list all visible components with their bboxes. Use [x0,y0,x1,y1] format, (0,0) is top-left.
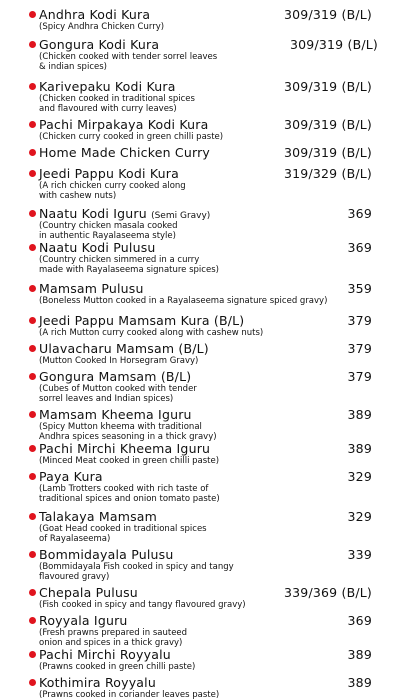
menu-item-description [39,132,223,142]
menu-item-name [39,509,157,524]
menu-item-name [39,407,192,422]
menu-item-title: Gongura Mamsam (B/L) [39,369,192,384]
bullet-icon [29,513,36,520]
menu-item-title: Talakaya Mamsam [39,509,158,524]
description-line: (Goat Head cooked in traditional spices [39,524,207,534]
description-line: (Chicken curry cooked in green chilli paste) [39,132,224,142]
menu-item-description [39,456,219,466]
description-line: (Prawns cooked in green chilli paste) [39,662,196,672]
description-line: (Country chicken masala cooked [39,221,178,231]
menu-item-title: Kothimira Royyalu [39,675,156,690]
menu-item-description [39,662,195,672]
menu-item-description [39,422,217,442]
menu-item-description [39,524,207,544]
bullet-icon [29,285,36,292]
menu-item-title: Chepala Pulusu [39,585,138,600]
menu-item-title: Naatu Kodi Pulusu [39,240,156,255]
menu-item-name [39,647,171,662]
description-line: (Country chicken simmered in a curry [39,255,200,265]
description-line: (Mutton Cooked In Horsegram Gravy) [39,356,199,366]
menu-item-name [39,281,144,296]
menu-item-description [39,484,220,504]
description-line: (Bommidayala Fish cooked in spicy and tangy [39,562,234,572]
menu-item-price: 379 [347,313,372,328]
menu-item-price: 339/369 (B/L) [283,585,372,600]
description-line: (Spicy Andhra Chicken Curry) [39,22,165,32]
menu-item-price: 329 [347,509,372,524]
menu-item-price: 319/329 (B/L) [283,166,372,181]
description-line: Andhra spices seasoning in a thick gravy) [39,432,217,442]
menu-item-name [39,240,156,255]
menu-item-price: 359 [347,281,372,296]
menu-item-price: 379 [347,341,372,356]
menu-item-name [39,166,179,181]
menu-item-price: 309/319 (B/L) [283,117,372,132]
menu-item-price: 309/319 (B/L) [289,37,378,52]
menu-item-title: Pachi Mirchi Kheema Iguru [39,441,211,456]
menu-item-name [39,613,128,628]
menu-item-name [39,441,210,456]
description-line: traditional spices and onion tomato paste) [39,494,220,504]
menu-item-title: Bommidayala Pulusu [39,547,174,562]
description-line: (Chicken cooked in traditional spices [39,94,195,104]
menu-item-description [39,94,195,114]
description-line: & indian spices) [39,62,107,72]
menu-item-name [39,675,156,690]
menu-item-price: 389 [347,647,372,662]
bullet-icon [29,317,36,324]
description-line: (Fish cooked in spicy and tangy flavoured gravy) [39,600,246,610]
menu-item-description [39,181,186,201]
bullet-icon [29,41,36,48]
description-line: (Prawns cooked in coriander leaves paste) [39,690,220,700]
menu-item-name [39,313,244,328]
description-line: (Boneless Mutton cooked in a Rayalaseema signature spiced gravy) [39,296,328,306]
menu-item-title: Pachi Mirpakaya Kodi Kura [39,117,209,132]
menu-item-description [39,255,219,275]
menu-item-description [39,52,217,72]
description-line: onion and spices in a thick gravy) [39,638,183,648]
description-line: made with Rayalaseema signature spices) [39,265,219,275]
menu-item-title: Karivepaku Kodi Kura [39,79,176,94]
menu-item-name [39,585,138,600]
menu-item-price: 329 [347,469,372,484]
bullet-icon [29,149,36,156]
bullet-icon [29,651,36,658]
menu-item-description [39,384,197,404]
menu-item-name [39,117,208,132]
bullet-icon [29,210,36,217]
menu-item-price: 389 [347,441,372,456]
description-line: with cashew nuts) [39,191,117,201]
menu-item-title: Royyala Iguru [39,613,128,628]
menu-item-description [39,628,187,648]
menu-item-description [39,296,327,306]
menu-item-price: 309/319 (B/L) [283,145,372,160]
menu-item-price: 389 [347,407,372,422]
menu-item-price: 309/319 (B/L) [283,7,372,22]
bullet-icon [29,83,36,90]
menu-item-price: 389 [347,675,372,690]
menu-item-name [39,79,176,94]
menu-item-description [39,356,198,366]
description-line: (Chicken cooked with tender sorrel leaves [39,52,218,62]
bullet-icon [29,679,36,686]
description-line: (Fresh prawns prepared in sauteed [39,628,188,638]
menu-item-title: Ulavacharu Mamsam (B/L) [39,341,209,356]
description-line: in authentic Rayalaseema style) [39,231,176,241]
menu-item-name [39,7,150,22]
menu-item-title: Gongura Kodi Kura [39,37,160,52]
bullet-icon [29,373,36,380]
menu-item-title: Paya Kura [39,469,103,484]
bullet-icon [29,121,36,128]
menu-item-price: 369 [347,613,372,628]
description-line: and flavoured with curry leaves) [39,104,177,114]
menu-item-price: 369 [347,240,372,255]
bullet-icon [29,617,36,624]
menu-item-description [39,22,164,32]
bullet-icon [29,473,36,480]
menu-item-description [39,600,246,610]
bullet-icon [29,445,36,452]
bullet-icon [29,589,36,596]
menu-item-description [39,690,219,700]
menu-item-title: Naatu Kodi Iguru [39,206,147,221]
menu-item-title: Jeedi Pappu Mamsam Kura (B/L) [39,313,245,328]
menu-item-title: Mamsam Kheema Iguru [39,407,192,422]
menu-item-price: 369 [347,206,372,221]
description-line: (Spicy Mutton kheema with traditional [39,422,202,432]
menu-item-name [39,369,191,384]
description-line: sorrel leaves and Indian spices) [39,394,174,404]
bullet-icon [29,244,36,251]
menu-item-note: (Semi Gravy) [151,211,211,221]
bullet-icon [29,411,36,418]
description-line: (Cubes of Mutton cooked with tender [39,384,197,394]
bullet-icon [29,11,36,18]
description-line: flavoured gravy) [39,572,110,582]
menu-item-name [39,37,159,52]
menu-item-name [39,469,103,484]
menu-item-price: 309/319 (B/L) [283,79,372,94]
menu-item-title: Home Made Chicken Curry [39,145,211,160]
menu-item-title: Andhra Kodi Kura [39,7,151,22]
menu-item-name [39,341,209,356]
menu-item-title: Mamsam Pulusu [39,281,144,296]
menu-item-description [39,562,234,582]
menu-item-name [39,547,173,562]
menu-item-description [39,221,178,241]
bullet-icon [29,170,36,177]
menu-item-price: 379 [347,369,372,384]
description-line: (A rich Mutton curry cooked along with cashew nuts) [39,328,264,338]
menu-item-title: Pachi Mirchi Royyalu [39,647,171,662]
description-line: (Minced Meat cooked in green chilli paste) [39,456,220,466]
description-line: of Rayalaseema) [39,534,111,544]
description-line: (A rich chicken curry cooked along [39,181,186,191]
bullet-icon [29,551,36,558]
bullet-icon [29,345,36,352]
menu-item-price: 339 [347,547,372,562]
description-line: (Lamb Trotters cooked with rich taste of [39,484,209,494]
menu-item-name [39,145,210,160]
menu-item-description [39,328,263,338]
menu-item-title: Jeedi Pappu Kodi Kura [39,166,179,181]
